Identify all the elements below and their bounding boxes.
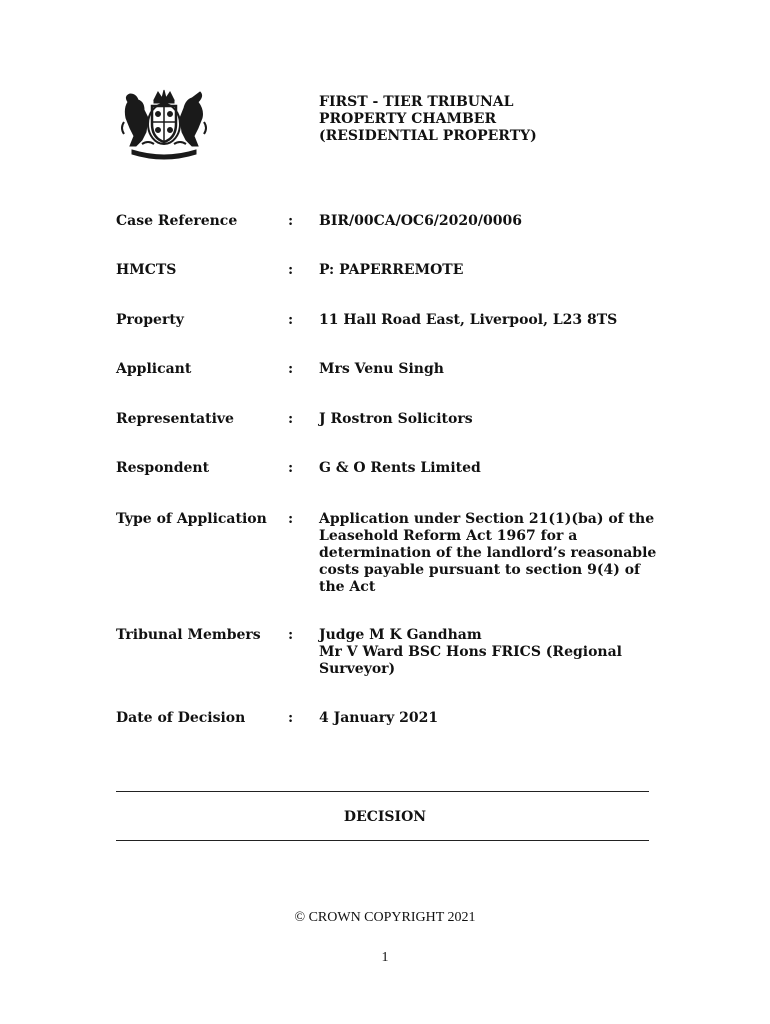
field-colon: : [288,262,294,278]
date-of-decision-value [319,710,671,727]
field-colon: : [288,312,294,328]
hmcts-label: HMCTS [116,262,177,278]
tribunal-members-label: Tribunal Members [116,627,261,643]
header-line-1: FIRST - TIER TRIBUNAL [319,94,514,110]
type-of-application-label: Type of Application [116,511,267,527]
case-reference-label: Case Reference [116,213,238,229]
field-colon: : [288,460,294,476]
value-line: BIR/00CA/OC6/2020/0006 [319,213,522,229]
representative-value [319,411,671,428]
top-divider [116,791,649,792]
property-label: Property [116,312,184,328]
field-colon: : [288,627,294,643]
decision-title: DECISION [343,809,427,825]
value-line: costs payable pursuant to section 9(4) of [319,562,641,578]
field-colon: : [288,511,294,527]
value-line: Judge M K Gandham [319,627,482,643]
field-colon: : [288,361,294,377]
value-line: determination of the landlord’s reasonable [319,545,657,561]
header-line-3: (RESIDENTIAL PROPERTY) [319,128,537,144]
value-line: Mr V Ward BSC Hons FRICS (Regional [319,644,622,660]
header-line-2: PROPERTY CHAMBER [319,111,497,127]
royal-coat-of-arms-icon [118,88,210,162]
applicant-label: Applicant [116,361,192,377]
value-line: G & O Rents Limited [319,460,481,476]
representative-label: Representative [116,411,234,427]
copyright-notice: © CROWN COPYRIGHT 2021 [294,910,476,925]
respondent-label: Respondent [116,460,210,476]
bottom-divider [116,840,649,841]
page-number: 1 [381,950,389,965]
field-colon: : [288,710,294,726]
field-colon: : [288,411,294,427]
applicant-value [319,361,671,378]
value-line: 11 Hall Road East, Liverpool, L23 8TS [319,312,618,328]
value-line: Surveyor) [319,661,396,677]
property-value [319,312,671,329]
value-line: Leasehold Reform Act 1967 for a [319,528,578,544]
value-line: Mrs Venu Singh [319,361,444,377]
field-colon: : [288,213,294,229]
value-line: the Act [319,579,376,595]
respondent-value [319,460,671,477]
value-line: P: PAPERREMOTE [319,262,464,278]
tribunal-header [319,94,537,145]
value-line: Application under Section 21(1)(ba) of the [319,511,655,527]
value-line: J Rostron Solicitors [319,411,473,427]
tribunal-members-value [319,627,671,678]
value-line: 4 January 2021 [319,710,439,726]
case-reference-value [319,213,671,230]
date-of-decision-label: Date of Decision [116,710,246,726]
type-of-application-value [319,511,671,596]
hmcts-value [319,262,671,279]
